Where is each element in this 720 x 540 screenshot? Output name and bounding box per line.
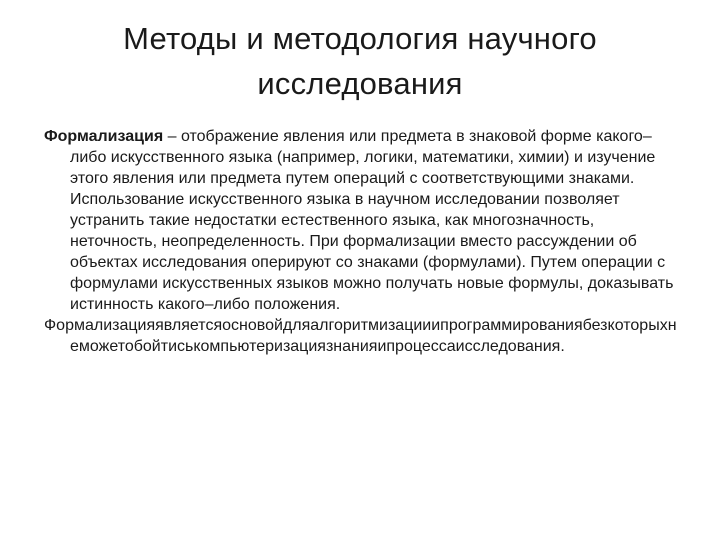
term-formalization: Формализация (44, 128, 164, 145)
definition-text: – отображение явления или предмета в знаковой форме какого–либо искусственного языка (например, логики, математики, химии) и изучение этого явления или предмета путем операций с соответствующими знаками. Использование искусственного языка в научном исследовании позволяет устранить такие недостатки естественного языка, как многозначность, неточность, неопределенность. При формализации вместо рассуждении об объектах исследования оперируют со знаками (формулами). Путем операции с формулами искусственных языков можно получать новые формулы, доказывать истинность какого–либо положения. (70, 128, 674, 313)
slide-body (44, 126, 684, 357)
slide-title: Методы и методология научного исследования (123, 21, 597, 101)
paragraph-formalization-definition (44, 126, 684, 315)
paragraph-formalization-basis: Формализацияявляетсяосновойдляалгоритмизацииипрограммированиябезкоторыхнеможетобойтиськомпьютеризациязнанияипроцессаисследования. (44, 317, 677, 355)
